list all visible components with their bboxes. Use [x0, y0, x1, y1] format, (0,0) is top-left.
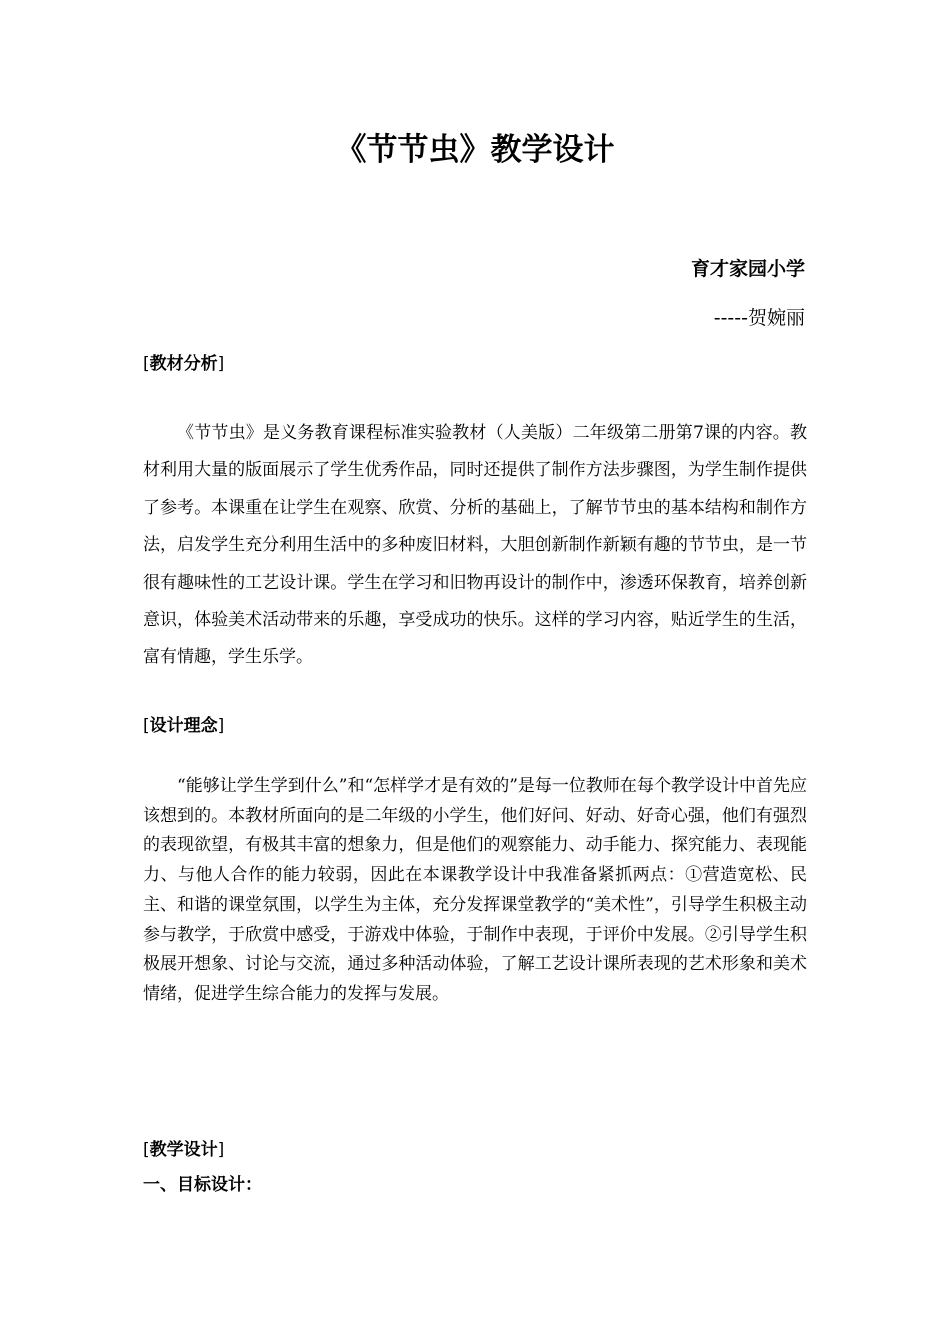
- section-heading-text: 设计理念: [149, 716, 218, 736]
- section-heading-teaching-design: [143, 1137, 224, 1163]
- school-name: 育才家园小学: [690, 258, 805, 280]
- subheading-goal-design: 一、目标设计：: [143, 1175, 262, 1195]
- bracket-open: [: [143, 716, 150, 736]
- section-heading-text: 教材分析: [149, 354, 218, 374]
- author-name: -----贺婉丽: [713, 307, 805, 329]
- section-heading-textbook-analysis: [143, 351, 224, 377]
- bracket-close: ]: [217, 1140, 225, 1160]
- section-heading-design-concept: [143, 713, 224, 739]
- bracket-open: [: [143, 354, 150, 374]
- bracket-close: ]: [217, 716, 225, 736]
- document-title: 《节节虫》教学设计: [335, 132, 615, 168]
- bracket-open: [: [143, 1140, 150, 1160]
- section-paragraph-textbook-analysis: 《节节虫》是义务教育课程标准实验教材（人美版）二年级第二册第7课的内容。教材利用大量的版面展示了学生优秀作品，同时还提供了制作方法步骤图，为学生制作提供了参考。本课重在让学生在观察、欣赏、分析的基础上，了解节节虫的基本结构和制作方法，启发学生充分利用生活中的多种废旧材料，大胆创新制作新颖有趣的节节虫，是一节很有趣味性的工艺设计课。学生在学习和旧物再设计的制作中，渗透环保教育，培养创新意识，体验美术活动带来的乐趣，享受成功的快乐。这样的学习内容，贴近学生的生活，富有情趣，学生乐学。: [143, 423, 807, 668]
- bracket-close: ]: [217, 354, 225, 374]
- section-heading-text: 教学设计: [149, 1140, 218, 1160]
- section-paragraph-design-concept: “能够让学生学到什么”和“怎样学才是有效的”是每一位教师在每个教学设计中首先应该想到的。本教材所面向的是二年级的小学生，他们好问、好动、好奇心强，他们有强烈的表现欲望，有极其丰富的想象力，但是他们的观察能力、动手能力、探究能力、表现能力、与他人合作的能力较弱，因此在本课教学设计中我准备紧抓两点：①营造宽松、民主、和谐的课堂氛围，以学生为主体，充分发挥课堂教学的“美术性”，引导学生积极主动参与教学，于欣赏中感受，于游戏中体验，于制作中表现，于评价中发展。②引导学生积极展开想象、讨论与交流，通过多种活动体验，了解工艺设计课所表现的艺术形象和美术情绪，促进学生综合能力的发挥与发展。: [143, 776, 807, 1004]
